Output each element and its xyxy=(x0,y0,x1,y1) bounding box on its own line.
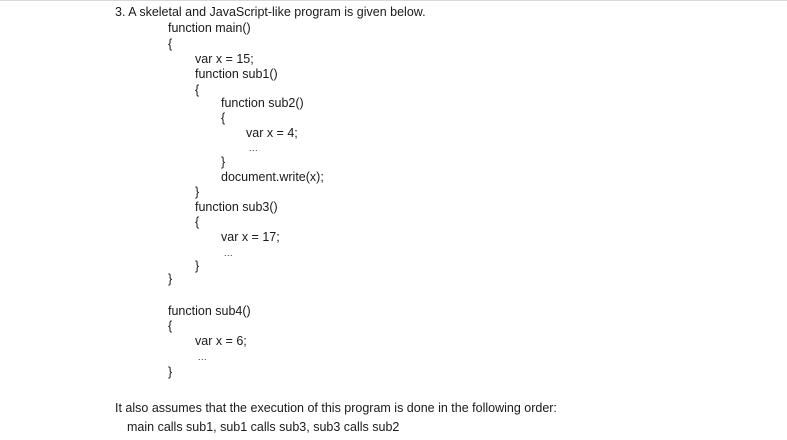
sub1-signature: function sub1() xyxy=(195,67,278,81)
question-heading: 3. A skeletal and JavaScript-like program is given below. xyxy=(115,5,426,19)
sub2-close-brace: } xyxy=(221,155,226,169)
sub3-open-brace: { xyxy=(195,215,200,229)
sub2-ellipsis: ... xyxy=(249,143,259,153)
sub2-var-declaration: var x = 4; xyxy=(246,126,298,140)
sub4-close-brace: } xyxy=(168,365,173,379)
sub3-close-brace: } xyxy=(195,259,200,273)
main-signature: function main() xyxy=(168,21,251,35)
sub4-signature: function sub4() xyxy=(168,304,251,318)
main-open-brace: { xyxy=(168,37,173,51)
sub2-open-brace: { xyxy=(221,111,226,125)
document-write-call: document.write(x); xyxy=(221,170,324,184)
sub1-open-brace: { xyxy=(195,83,200,97)
main-close-brace: } xyxy=(168,272,173,286)
call-order-text: main calls sub1, sub1 calls sub3, sub3 calls sub2 xyxy=(127,420,400,434)
sub4-open-brace: { xyxy=(168,319,173,333)
assumption-text: It also assumes that the execution of this program is done in the following order: xyxy=(115,401,557,415)
sub3-var-declaration: var x = 17; xyxy=(221,230,280,244)
sub4-var-declaration: var x = 6; xyxy=(195,334,247,348)
sub3-signature: function sub3() xyxy=(195,200,278,214)
sub2-signature: function sub2() xyxy=(221,96,304,110)
sub4-ellipsis: ... xyxy=(198,352,208,362)
sub3-ellipsis: ... xyxy=(224,248,234,258)
main-var-declaration: var x = 15; xyxy=(195,52,254,66)
page-top-border xyxy=(0,0,787,1)
sub1-close-brace: } xyxy=(195,185,200,199)
